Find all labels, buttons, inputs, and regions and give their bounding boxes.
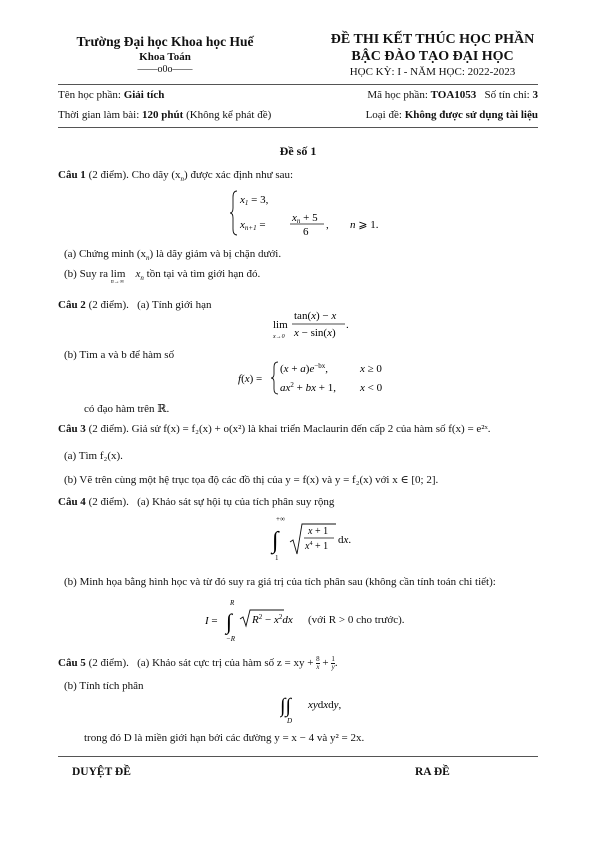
q5-integral-svg bbox=[280, 690, 370, 726]
university-name: Trường Đại học Khoa học Huế bbox=[76, 34, 254, 49]
svg-text:I =: I = bbox=[205, 615, 218, 627]
code-value: TOA1053 bbox=[430, 89, 477, 101]
divider-top bbox=[58, 84, 538, 85]
svg-text:−R: −R bbox=[226, 635, 235, 643]
svg-text:xn+1 =: xn+1 = bbox=[240, 219, 266, 232]
svg-text:∫: ∫ bbox=[272, 528, 279, 554]
q5-points: (2 điểm). bbox=[85, 657, 129, 670]
q4-improper-integral bbox=[268, 514, 368, 564]
course-label: Tên học phần: bbox=[58, 89, 124, 101]
semester: HỌC KỲ: I - NĂM HỌC: 2022-2023 bbox=[349, 66, 516, 78]
svg-text:.: . bbox=[346, 319, 349, 331]
q2-part-b bbox=[64, 349, 174, 361]
q2-label: Câu 2 bbox=[58, 299, 86, 311]
q1-part-a: (a) Chứng minh $(x_n)$ là dãy giảm và bị chặn dưới. bbox=[64, 248, 282, 263]
q3-text: Giả sử f(x) = f₂(x) + o(x²) là khai triển Maclaurin đến cấp 2 của hàm số f(x) = e²ˣ. bbox=[128, 423, 491, 435]
q4-condition: (với R > 0 cho trước). bbox=[308, 614, 405, 626]
svg-text:x < 0: x < 0 bbox=[360, 382, 383, 394]
svg-text:∫∫: ∫∫ bbox=[280, 695, 291, 717]
q1-b-text: (b) Suy ra bbox=[64, 268, 108, 280]
q5-a-text: (a) Khảo sát cực trị của hàm số z = xy + bbox=[137, 657, 314, 670]
time-note: (Không kể phát đề) bbox=[183, 109, 272, 121]
q5-part-b: (b) Tính tích phân bbox=[64, 680, 144, 692]
svg-text:∫: ∫ bbox=[226, 609, 233, 634]
q4-integral-svg bbox=[268, 514, 368, 564]
type-info bbox=[366, 109, 538, 121]
svg-text:x→0: x→0 bbox=[273, 334, 285, 340]
q4-stem bbox=[58, 496, 334, 508]
q1-points: (2 điểm). bbox=[85, 169, 129, 181]
svg-text:dx.: dx. bbox=[338, 534, 352, 546]
q1-text2: ) được xác định như sau: bbox=[184, 169, 294, 181]
svg-text:1: 1 bbox=[275, 554, 279, 562]
time-info bbox=[58, 109, 271, 121]
info-row-2 bbox=[58, 109, 538, 121]
q1-recurrence-formula bbox=[228, 188, 388, 238]
q1-a-text: (a) Chứng minh (x bbox=[64, 248, 147, 260]
lim-symbol: lim n→∞ bbox=[110, 268, 126, 285]
type-value: Không được sử dụng tài liệu bbox=[404, 109, 538, 121]
svg-text:xydxdy,: xydxdy, bbox=[308, 699, 342, 711]
frac-1-y: $\frac{1}{y}$ bbox=[331, 655, 335, 671]
course-info bbox=[58, 89, 164, 101]
svg-text:n ⩾ 1.: n ⩾ 1. bbox=[350, 219, 379, 231]
divider-bottom bbox=[58, 756, 538, 757]
q2-b-text: (b) Tìm a và b để hàm số bbox=[64, 349, 175, 361]
q4-points: (2 điểm). bbox=[85, 496, 129, 508]
credits-value: 3 bbox=[532, 89, 538, 101]
q2-b-end: có đạo hàm trên ℝ. bbox=[84, 403, 170, 415]
q4-a-text: (a) Khảo sát sự hội tụ của tích phân suy rộng bbox=[137, 496, 335, 508]
q3-points: (2 điểm). bbox=[85, 423, 129, 435]
svg-text:tan(x) − x: tan(x) − x bbox=[294, 310, 337, 322]
q5-label: Câu 5 bbox=[58, 657, 86, 670]
svg-text:x + 1: x + 1 bbox=[308, 526, 329, 537]
q1-text: Cho dãy (x bbox=[128, 169, 181, 181]
author-signature: RA ĐỀ bbox=[415, 766, 450, 778]
svg-text:xn + 5: xn + 5 bbox=[292, 212, 318, 225]
code-label: Mã học phần: bbox=[367, 89, 431, 101]
time-value: 120 phút bbox=[142, 109, 184, 121]
q3-part-b: (b) Vẽ trên cùng một hệ trục tọa độ các đồ thị của y = f(x) và y = f₂(x) với x ∈ [0; 2]. bbox=[64, 474, 439, 486]
svg-text:R: R bbox=[230, 599, 235, 607]
q4-semicircle-integral bbox=[200, 597, 440, 643]
q1-recurrence-svg bbox=[228, 188, 388, 238]
svg-text:f(x) =: f(x) = bbox=[238, 373, 263, 385]
q2-piecewise-formula bbox=[238, 360, 398, 396]
ornament: ——o0o—— bbox=[137, 64, 193, 75]
q2-a-text: (a) Tính giới hạn bbox=[137, 299, 212, 311]
divider-info bbox=[58, 127, 538, 128]
q2-limit-svg bbox=[270, 306, 370, 342]
exam-number: Đề số 1 bbox=[279, 144, 317, 158]
faculty-name: Khoa Toán bbox=[139, 51, 191, 63]
svg-text:x1 = 3,: x1 = 3, bbox=[240, 194, 269, 207]
q1-a-text2: ) là dãy giảm và bị chặn dưới. bbox=[149, 248, 282, 260]
svg-text:,: , bbox=[326, 219, 329, 231]
course-value: Giải tích bbox=[123, 89, 165, 101]
frac-8-x: $\frac{8}{x}$ bbox=[316, 655, 320, 671]
svg-text:R2 − x2dx: $R^2 - x^2dx$ bbox=[252, 613, 293, 626]
exam-title-line2: BẬC ĐÀO TẠO ĐẠI HỌC bbox=[351, 49, 514, 64]
q2-piecewise-svg bbox=[238, 360, 398, 396]
code-info bbox=[367, 89, 538, 101]
q5-domain: trong đó D là miền giới hạn bởi các đường y = x − 4 và y² = 2x. bbox=[84, 732, 365, 744]
svg-text:lim: lim bbox=[273, 319, 288, 331]
q4-part-b: (b) Minh họa bằng hình học và từ đó suy ra giá trị của tích phân sau (không cần tính toán chi tiết): bbox=[64, 576, 496, 588]
svg-text:x − sin(x): x − sin(x) bbox=[294, 327, 336, 339]
q1-b-text2: tồn tại và tìm giới hạn đó. bbox=[146, 268, 261, 280]
svg-text:+∞: +∞ bbox=[276, 515, 285, 523]
q3-label: Câu 3 bbox=[58, 423, 86, 435]
q1-label: Câu 1 bbox=[58, 169, 86, 181]
svg-text:x ≥ 0: x ≥ 0 bbox=[360, 363, 382, 375]
q5-stem: Câu 5 (2 điểm). (a) Khảo sát cực trị của hàm số z = xy + $\frac{8}{x}$ + $\frac{1}{y}$. bbox=[58, 655, 338, 671]
q2-points: (2 điểm). bbox=[85, 299, 129, 311]
svg-text:D: D bbox=[287, 717, 293, 725]
svg-text:(x + a)e−bx,: $(x + a)e^{-bx}$, bbox=[280, 362, 329, 375]
q1-part-b: (b) Suy ra lim n→∞ $x_n$ tồn tại và tìm giới hạn đó. bbox=[64, 268, 261, 285]
q4-label: Câu 4 bbox=[58, 496, 86, 508]
q3-part-a: (a) Tìm f₂(x). bbox=[64, 450, 123, 462]
info-row-1 bbox=[58, 89, 538, 101]
svg-text:x4 + 1: $x^4 + 1$ bbox=[305, 541, 329, 552]
svg-text:ax2 + bx + 1,: $ax^2$ + bx + 1, bbox=[280, 381, 336, 394]
exam-title-line1: ĐỀ THI KẾT THÚC HỌC PHẦN bbox=[330, 32, 535, 47]
credits-label: Số tín chỉ: bbox=[484, 89, 533, 101]
q3-stem bbox=[58, 423, 491, 435]
approval-signature: DUYỆT ĐỀ bbox=[72, 766, 131, 778]
time-label: Thời gian làm bài: bbox=[58, 109, 143, 121]
type-label: Loại đề: bbox=[365, 109, 405, 121]
svg-text:6: 6 bbox=[303, 226, 309, 238]
q1-stem: Câu 1 (2 điểm). Cho dãy $(x_n)$ được xác định như sau: bbox=[58, 169, 294, 184]
q5-double-integral bbox=[280, 690, 370, 726]
q2-stem bbox=[58, 299, 212, 311]
q2-limit-formula bbox=[270, 306, 370, 342]
